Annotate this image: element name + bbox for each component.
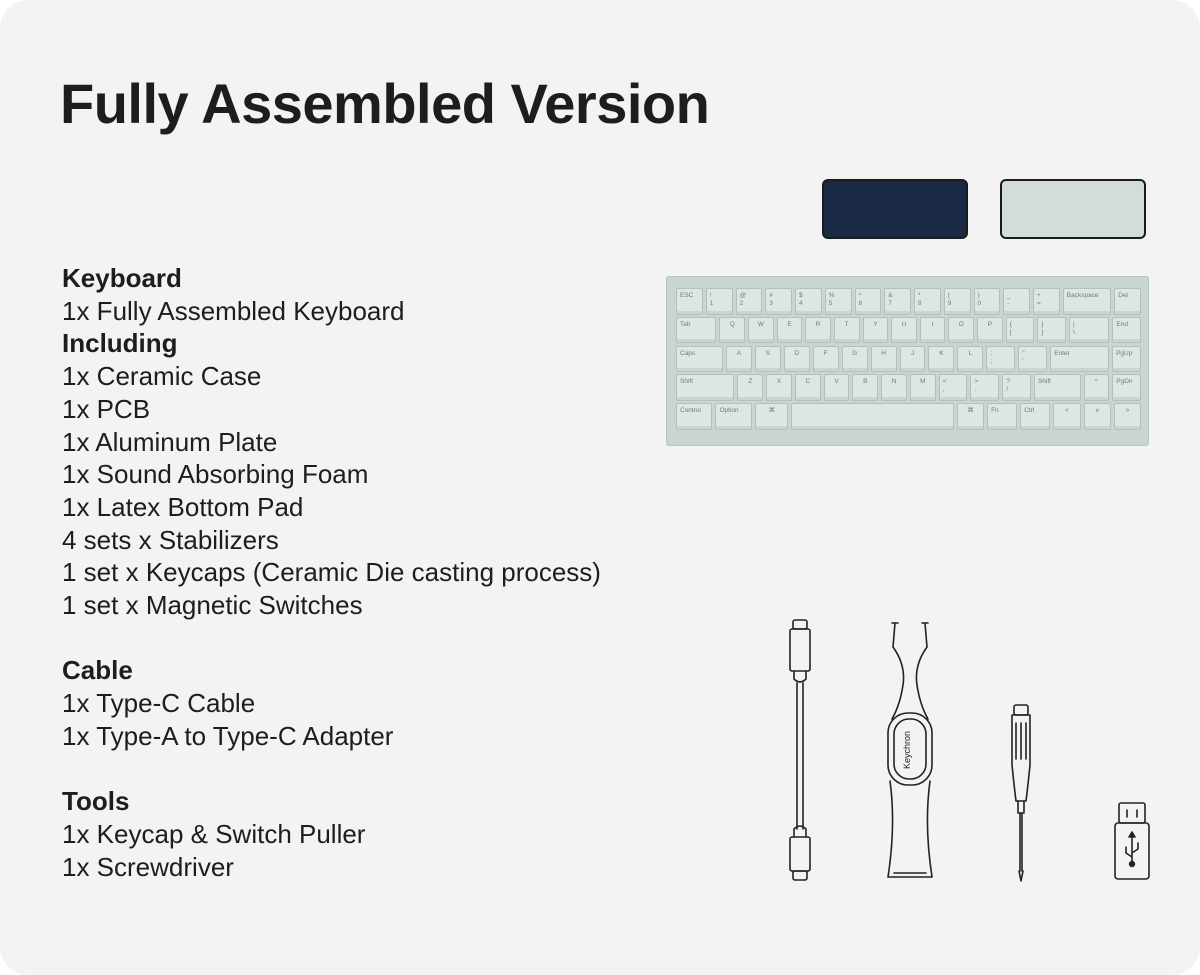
keycap: B — [852, 374, 878, 401]
keycap: @ 2 — [736, 288, 763, 315]
keycap: F — [813, 346, 839, 373]
keyboard-keys — [676, 288, 1141, 432]
keycap: ( 9 — [944, 288, 971, 315]
keycap: PgDn — [1112, 374, 1141, 401]
keycap: End — [1112, 317, 1141, 344]
list-item: 1x Type-C Cable — [62, 688, 256, 719]
including-heading: Including — [62, 328, 178, 359]
page-title: Fully Assembled Version — [60, 72, 710, 135]
keyboard-illustration — [666, 276, 1149, 446]
keycap: } ] — [1037, 317, 1066, 344]
keycap-switch-puller-icon — [888, 623, 932, 877]
list-item: 1x Keycap & Switch Puller — [62, 818, 366, 849]
screwdriver-icon — [1012, 705, 1030, 881]
keycap: ^ 6 — [855, 288, 882, 315]
keycap: < , — [939, 374, 968, 401]
keycap: E — [777, 317, 803, 344]
keycap: % 5 — [825, 288, 852, 315]
keycap: Shift — [1034, 374, 1081, 401]
keycap: > — [1114, 403, 1141, 430]
keycap: J — [900, 346, 926, 373]
keycap: R — [805, 317, 831, 344]
usb-adapter-icon — [1115, 803, 1149, 879]
keycap: G — [842, 346, 868, 373]
list-item: 1x Fully Assembled Keyboard — [62, 295, 405, 326]
keycap: Tab — [676, 317, 716, 344]
keycap: ⌘ — [755, 403, 788, 430]
keyboard-row — [676, 403, 1141, 430]
keycap: Shift — [676, 374, 734, 401]
keycap: X — [766, 374, 792, 401]
keycap: PgUp — [1112, 346, 1141, 373]
keyboard-row — [676, 374, 1141, 401]
keycap: Caps — [676, 346, 723, 373]
keycap: Z — [737, 374, 763, 401]
keycap: * 8 — [914, 288, 941, 315]
keyboard-heading: Keyboard — [62, 263, 182, 293]
keycap: W — [748, 317, 774, 344]
keycap: U — [891, 317, 917, 344]
keycap: ) 0 — [974, 288, 1001, 315]
keycap: Fn — [987, 403, 1017, 430]
keycap: Enter — [1050, 346, 1109, 373]
list-item: 1x PCB — [62, 393, 151, 424]
keycap — [791, 403, 953, 430]
list-item: 1x Latex Bottom Pad — [62, 491, 304, 522]
keycap: ESC — [676, 288, 703, 315]
keycap: _ - — [1003, 288, 1030, 315]
keycap: L — [957, 346, 983, 373]
package-contents-list — [62, 262, 642, 883]
tools-heading: Tools — [62, 786, 130, 817]
keycap: K — [928, 346, 954, 373]
keycap: > . — [970, 374, 999, 401]
cable-heading: Cable — [62, 655, 133, 686]
keycap: Del — [1114, 288, 1141, 315]
keyboard-row — [676, 288, 1141, 315]
keycap: ⌘ — [957, 403, 984, 430]
keycap: Q — [719, 317, 745, 344]
keycap: I — [920, 317, 946, 344]
keycap: D — [784, 346, 810, 373]
keycap: Backspace — [1063, 288, 1112, 315]
keycap: Control — [676, 403, 712, 430]
keycap: Option — [715, 403, 751, 430]
list-item: 1 set x Keycaps (Ceramic Die casting process) — [62, 557, 601, 588]
keycap: H — [871, 346, 897, 373]
keycap: + = — [1033, 288, 1060, 315]
list-item: 1x Type-A to Type-C Adapter — [62, 720, 394, 751]
color-swatch-navy[interactable] — [822, 179, 968, 239]
keycap: V — [824, 374, 850, 401]
keycap: Ctrl — [1020, 403, 1050, 430]
color-swatch-light-gray[interactable] — [1000, 179, 1146, 239]
accessories-illustration — [760, 615, 1180, 890]
keyboard-row — [676, 346, 1141, 373]
keyboard-row — [676, 317, 1141, 344]
keycap: < — [1053, 403, 1080, 430]
list-item: 1x Ceramic Case — [62, 361, 262, 392]
list-item: 4 sets x Stabilizers — [62, 524, 279, 555]
keycap: M — [910, 374, 936, 401]
keycap: Y — [863, 317, 889, 344]
keycap: S — [755, 346, 781, 373]
keycap: # 3 — [765, 288, 792, 315]
keycap: T — [834, 317, 860, 344]
keycap: : ; — [986, 346, 1015, 373]
puller-brand-label: Keychron — [902, 730, 912, 770]
keycap: { [ — [1006, 317, 1035, 344]
type-c-cable-icon — [790, 620, 810, 880]
keycap: A — [726, 346, 752, 373]
keycap: ? / — [1002, 374, 1031, 401]
keycap: ! 1 — [706, 288, 733, 315]
list-item: 1x Screwdriver — [62, 851, 234, 882]
keycap: & 7 — [884, 288, 911, 315]
keycap: N — [881, 374, 907, 401]
keycap: v — [1084, 403, 1111, 430]
keycap: P — [977, 317, 1003, 344]
list-item: 1x Sound Absorbing Foam — [62, 459, 369, 490]
list-item: 1x Aluminum Plate — [62, 426, 278, 457]
list-item: 1 set x Magnetic Switches — [62, 590, 363, 621]
keycap: $ 4 — [795, 288, 822, 315]
keycap: ^ — [1084, 374, 1110, 401]
keycap: | \ — [1069, 317, 1109, 344]
keycap: " ' — [1018, 346, 1047, 373]
keycap: C — [795, 374, 821, 401]
keycap: O — [948, 317, 974, 344]
